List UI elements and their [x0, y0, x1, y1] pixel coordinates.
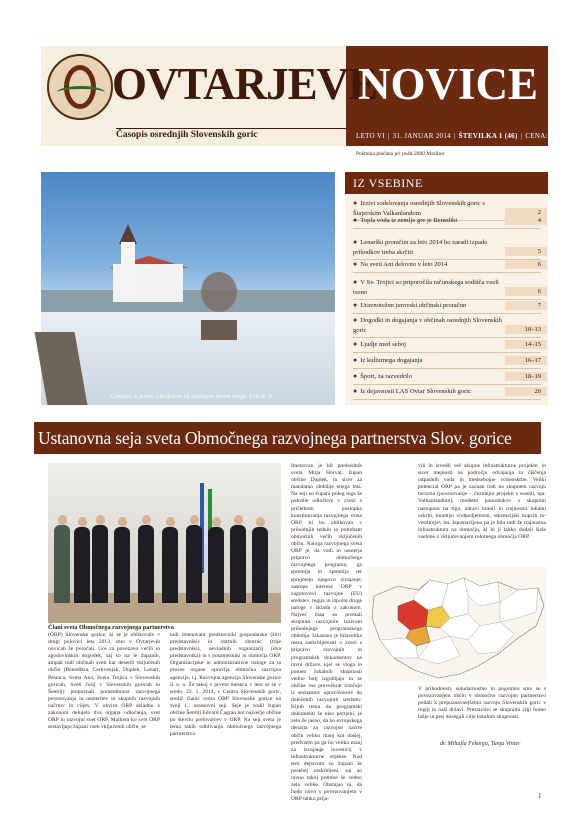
region-map	[368, 566, 546, 682]
person-head	[96, 515, 105, 525]
bullet-icon: ●	[353, 387, 358, 395]
contents-item-page: 10–13	[505, 325, 547, 334]
contents-item	[353, 278, 503, 297]
contents-item-title: Lenarški proračun za leto 2014 bo zaradi izpada prihodkov treba skrčiti	[353, 239, 488, 256]
article-column-3: Imenovan je bil predsednik sveta Mitja Horvat, župan občine Duplek, in sicer za mandatno obdobje enega leta. Na seji so župani poleg tega še potrdile odločitve v zvezi s pričetkom postopka konstituiranja razvojnega sveta ORP, ki bo oblikovan v prihodnjih tednih in potrebam območnih večih vključenih občin. Naloga razvojnega sveta ORP je, da vodi in usmerja pripravo območnega razvojnega programa, ga spremlja in spremlja ter sprejmejo njegovo izvajanje, zastopa interese ORP v zagotovitvi razvojne (EU) sredstev, regija in izpolni druge naloge v skladu z zakonom. Najveć časa so prostali skupnim razvojnim izzivom prihodnjega programskega obdobja. Izkazano je bilavelika mera zaskrbljenosti v zvezi s pripravo razvojnih in programskih dokumentov na ravni države, kjer se vloga in pomen lokalnih skupnosti vedno bolj izgubljajo in se občine vse prevečkrat izločajo iz seznamov upravičencev do dolečenih razvojnih sredstev. Kljub temu da programski dokumenti še niso potrjeni, je zelo že jasno, da bo evropskega denarja za razvojne načrte občin veliko manj kot doslej, predvsem pa ga bo veliko manj za izvajanje investicij v infrastrukturne objekte. Nad tem dejstvom so župani še posebej zaskrbljeni, saj so ravno takoj potrebe še vedno zelo velike. Obstajao ni, da bodo novo s povezovanjem v ORP lahko prija-	[291, 463, 362, 803]
person-head	[166, 517, 175, 527]
photo-tree	[201, 272, 237, 312]
contents-item-title: Dogodki in dogajanja v občinah osrednjih Slovenskih goric	[353, 317, 502, 334]
bullet-icon: ●	[353, 238, 358, 246]
issue-price: CENA: 1,70 €	[525, 132, 570, 140]
logo-icon	[47, 54, 113, 120]
person	[186, 525, 202, 603]
person	[92, 525, 108, 603]
contents-item-page: 6	[505, 287, 547, 296]
contents-item-title: Šport, za razvedrilo	[360, 373, 413, 380]
contents-item-page: 7	[505, 301, 547, 310]
group-photo	[48, 463, 281, 623]
bullet-icon: ●	[353, 316, 358, 324]
masthead-subtitle: Časopis osrednjih Slovenskih goric	[116, 130, 258, 140]
contents-item-title: Uravnotežen jurovski občinski proračun	[360, 302, 467, 309]
contents-item-page: 5	[505, 247, 547, 256]
contents-item-title: Ljudje med seboj	[360, 341, 407, 348]
bullet-icon: ●	[353, 301, 358, 309]
church-spire	[119, 224, 137, 244]
church-tower	[121, 242, 135, 302]
masthead-rule	[116, 128, 346, 129]
article-authors: dr. Mihajla Fekonja, Tanja Vinter	[440, 741, 521, 747]
contents-item	[353, 372, 503, 382]
contents-item	[353, 216, 503, 226]
person	[114, 527, 130, 603]
contents-item-page: 18–19	[505, 372, 547, 381]
contents-box	[345, 172, 548, 405]
person	[54, 525, 70, 603]
contents-item	[353, 316, 503, 335]
person	[230, 525, 246, 603]
issue-date: 31. JANUAR 2014	[392, 132, 451, 140]
group-photo-caption: Člani sveta Območnega razvojnega partnerstva	[48, 624, 174, 631]
person-head	[142, 515, 151, 525]
article-column-4: vili in izvedli več skupne infrastrukturne projekte, in sicer mejnosti na področju odvajanja in čiščenja odpadnih voda in medsebojne vodooskrbe. Veliki potencial ORP pa je zaznan tudi na skupnem razvoju turizma (povezovanje – čezmejni projekti s sosedi, npr. Valkanlandom), medtem ponudnikov s skupnim nastopom na trgu, zdravi hrani) in trajnostni lokalni oskrbi, kmetijsi vodpodjetnosti, rekreacijski kupcih in-vestitorjev itn. Izpostavljeno pa je bilo tudi že trajnostna infrastruktura na območju, ki bi ji lahko dodali širše vsebine z vključevanjem celotnega območja ORP.	[418, 463, 546, 540]
contents-item	[353, 260, 503, 270]
masthead-title-right: NOVICE	[358, 59, 539, 109]
contents-item-page: 2	[505, 208, 547, 217]
contents-item	[353, 356, 503, 366]
contents-item-page: 14–15	[505, 340, 547, 349]
photo-caption: Cerkvica in jezero v Radehovi ob letošnjem prvem snegu. Foto E. P.	[110, 394, 273, 400]
contents-divider	[353, 352, 541, 353]
contents-item	[353, 340, 503, 350]
bullet-icon: ●	[353, 340, 358, 348]
contents-item	[353, 387, 503, 397]
article-column-2: tudi imenovani predstavniki gospodarske (štiri predstavniki) in obrtnih zbornic (trije predstavniki), nevladnih organizacij (dva predstavnika) in s posamezniki in območja ORP. Organizacijske in administrativne naloge za ta proces organe opravlja območna razvojna agencija, t.j. Razvojna agencija Slovenske gorice d. o. o. Že takoj v prvem mesecu v letu so se v sredo, 22. 1. 2014, v Centru Slovenskih goric, sredič članic sveta ORP Slovenske gorice na sveji 1., ustanovni seji. Seje je vodil župan občine Šentilj Edvard Čagran kot največje občine po številu prebivalcev v ORP. Na seji sveta je tema takih odblivanju območnega razvojnega partnerstva.	[170, 632, 281, 738]
person-head	[256, 517, 265, 527]
masthead-title-left: OVTARJEVE	[112, 59, 378, 109]
contents-item	[353, 238, 503, 257]
contents-item-page: 6	[505, 260, 547, 269]
winter-church-photo	[41, 172, 335, 405]
person-head	[212, 517, 221, 527]
contents-divider	[353, 368, 541, 369]
person	[252, 527, 268, 603]
contents-divider	[353, 337, 541, 338]
contents-divider	[353, 299, 541, 300]
person-head	[118, 517, 127, 527]
contents-title: IZ VSEBINE	[353, 176, 423, 190]
contents-divider	[353, 272, 541, 273]
issue-info-bar: LETO VI | 31. JANUAR 2014 | ŠTEVILKA 1 (46) | CENA: 1,70 €	[356, 132, 570, 140]
bullet-icon: ●	[353, 356, 358, 364]
contents-item-title: Izzivi sodelovanja osrednjih Slovenskih goric s Štajerskim Valkanlandom	[353, 200, 485, 217]
contents-divider	[353, 399, 541, 400]
contents-item-page: 20	[505, 387, 547, 396]
person-head	[58, 515, 67, 525]
contents-item-title: Iz kulturnega dogajanja	[360, 357, 423, 364]
person	[162, 527, 178, 603]
person-head	[190, 515, 199, 525]
contents-header	[345, 172, 548, 194]
bullet-icon: ●	[353, 199, 358, 207]
contents-item-title: Na sveti Ani delovno v leto 2014	[360, 261, 448, 268]
issue-year: LETO VI	[356, 132, 385, 140]
person	[138, 525, 154, 603]
person-head	[234, 515, 243, 525]
issue-number: ŠTEVILKA 1 (46)	[458, 132, 518, 140]
person	[208, 527, 224, 603]
contents-divider	[353, 313, 541, 314]
contents-item-title: Topla voda iz zemlje gre je Benedikt	[360, 217, 458, 224]
bullet-icon: ●	[353, 278, 358, 286]
article-headline: Ustanovna seja sveta Območnega razvojnega partnerstva Slov. gorice	[38, 428, 512, 448]
person-head	[78, 517, 87, 527]
contents-divider	[353, 384, 541, 385]
contents-divider	[353, 228, 541, 229]
contents-item-title: V Sv. Trojici so priporočila računskega sodišča vzeli resno	[353, 279, 499, 296]
logo-hills-mark	[57, 86, 105, 99]
contents-item-page: 4	[505, 216, 547, 225]
contents-item-title: Iz dejavnosti LAS Ovtar Slovenskih goric	[360, 388, 472, 395]
photo-shed	[201, 320, 237, 340]
article-column-1: (ORP) Slovenske gorice, ki se je oblikovalo v drugi polovici leta 2013, smo v Ovtarjevih novicah že poročali. Gre za povezavo večih in zgodovinskih dogodek, saj so na le županih, ampak tudi občinah sveti kar desetih vključenih občin (Benedikta, Cerkvenjak, Duplek, Lenart, Pesnica, Sveta Ana, Sveta Trojica v Slovenskih goricah, Sveti Jurij v Slovenskih goricah in Šentilj) prepoznali pomembnost razvojnega povezovanja in usmeritev in skupnih razvojnih načrtov in ciljev. V okviru ORP skladno z zakonom delujeta dva organa odločanja, svet ORP in razvojni svet ORP. Malhem ko svet ORP sestavljajo župani vseh vključenih občin, se	[48, 632, 160, 731]
person	[74, 527, 90, 603]
postage-note: Poštnina plačana pri pošti 2000 Maribor	[356, 151, 445, 157]
page-number: 1	[538, 792, 542, 800]
contents-item	[353, 301, 503, 311]
photo-sky	[41, 172, 335, 302]
bullet-icon: ●	[353, 216, 358, 224]
article-column-4-end: V prihodnosti, soludarnostno in pogumno smo se s povezovanjem občin v območno razvojno partnerstvo podali k prepoznavnejšemu razvoju Slovenskih goric v regiji in naši državi. Prestavitvi se skupnimi cilji bomo lažje in prej dosegali cilje lokalnih skupnosti.	[418, 686, 546, 721]
contents-item-page: 16–17	[505, 356, 547, 365]
bullet-icon: ●	[353, 372, 358, 380]
region-map-svg	[368, 566, 546, 682]
bullet-icon: ●	[353, 260, 358, 268]
